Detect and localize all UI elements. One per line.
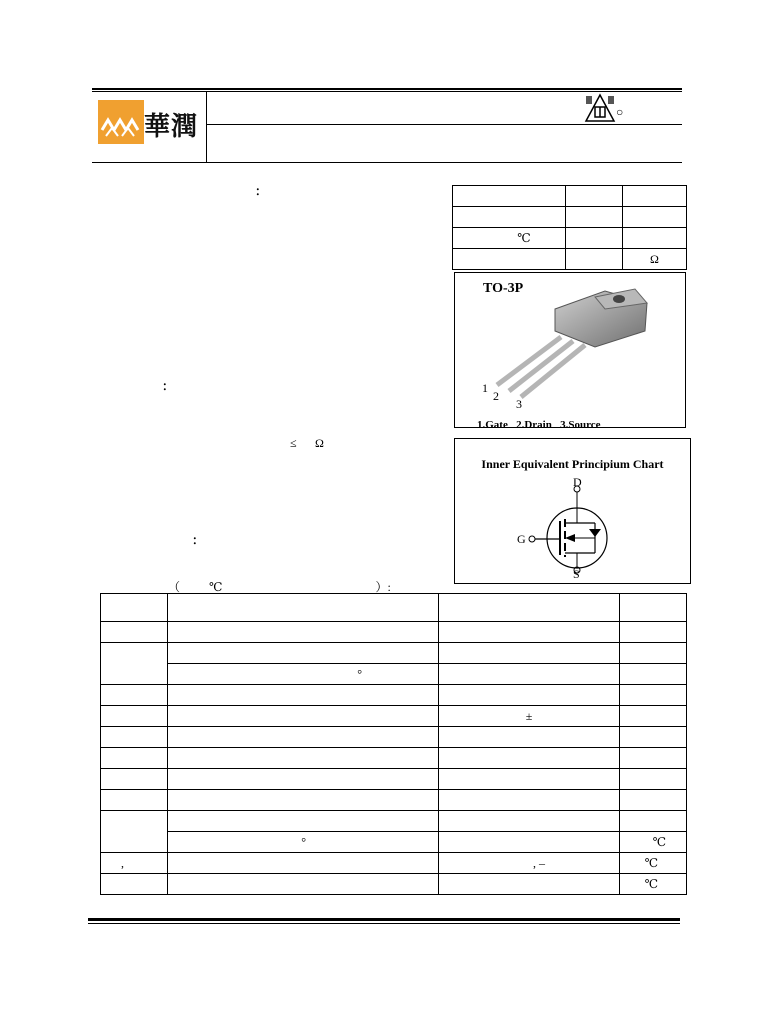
table-row [453, 186, 687, 207]
table-cell [101, 769, 168, 790]
table-cell [566, 186, 623, 207]
table-cell [439, 664, 620, 685]
table-cell [101, 727, 168, 748]
logo-mountain-icon [98, 100, 144, 144]
pin-2-label: 2 [493, 389, 499, 403]
registered-mark: ○ [616, 105, 624, 119]
table-row [101, 748, 687, 769]
table-row [453, 249, 687, 270]
table-row [101, 832, 687, 853]
table-cell [439, 727, 620, 748]
key-spec-table [452, 185, 687, 270]
table-cell: ° [168, 664, 439, 685]
table-cell [168, 790, 439, 811]
pin-1-label: 1 [482, 381, 488, 395]
table-cell: ℃ [620, 832, 687, 853]
table-cell [168, 769, 439, 790]
table-cell [620, 769, 687, 790]
header-bottom-rule [92, 162, 682, 163]
table-cell [101, 748, 168, 769]
features-heading-colon: ： [255, 184, 268, 198]
source-label: S [573, 567, 580, 581]
pin-legend: 1.Gate 2.Drain 3.Source [477, 419, 601, 428]
table-cell [620, 706, 687, 727]
table-row [101, 811, 687, 832]
table-cell [168, 748, 439, 769]
table-row [101, 853, 687, 874]
table-row [101, 790, 687, 811]
equivalent-chart-panel [454, 438, 691, 584]
table-cell [453, 249, 566, 270]
table-cell [168, 853, 439, 874]
table-cell [620, 748, 687, 769]
rdson-leq-symbol: ≤ [290, 436, 297, 450]
table-cell [453, 207, 566, 228]
rdson-ohm-symbol: Ω [315, 436, 324, 450]
footer-rule-thin [88, 923, 680, 924]
table-cell [439, 748, 620, 769]
table-cell: Ω [623, 249, 687, 270]
table-cell [168, 727, 439, 748]
gate-label: G [517, 532, 526, 546]
to3p-package-icon [455, 273, 685, 427]
table-cell [101, 594, 168, 622]
brand-name: 華潤 [144, 112, 199, 142]
table-row [101, 685, 687, 706]
table-cell [620, 643, 687, 664]
table-cell [620, 790, 687, 811]
table-cell [620, 622, 687, 643]
table-cell [101, 874, 168, 895]
table-cell [101, 622, 168, 643]
table-cell [168, 685, 439, 706]
table-cell [620, 594, 687, 622]
table-cell [439, 832, 620, 853]
table-cell [620, 811, 687, 832]
table-row [101, 622, 687, 643]
table-cell [439, 643, 620, 664]
table-cell [101, 643, 168, 685]
table-cell [566, 228, 623, 249]
header-top-rule-thin [92, 91, 682, 92]
table-cell [439, 811, 620, 832]
table-row [101, 706, 687, 727]
table-cell: ± [439, 706, 620, 727]
table-row [101, 874, 687, 895]
package-panel [454, 272, 686, 428]
caption-unit: ℃ [209, 580, 223, 594]
subheading-colon-1: ： [162, 379, 175, 393]
equivalent-chart-title: Inner Equivalent Principium Chart [481, 457, 664, 471]
table-row [101, 664, 687, 685]
table-cell [620, 664, 687, 685]
table-cell: , – [439, 853, 620, 874]
table-cell: ℃ [620, 874, 687, 895]
table-cell [168, 594, 439, 622]
table-cell [566, 249, 623, 270]
table-cell [620, 685, 687, 706]
table-cell [439, 685, 620, 706]
table-cell [101, 706, 168, 727]
ratings-table [100, 593, 687, 895]
table-cell: ℃ [620, 853, 687, 874]
header-top-rule [92, 88, 682, 90]
table-row [101, 769, 687, 790]
table-cell [101, 811, 168, 853]
table-cell [168, 874, 439, 895]
table-cell [566, 207, 623, 228]
table-row [453, 207, 687, 228]
package-title: TO-3P [483, 281, 524, 296]
table-cell [623, 228, 687, 249]
table-cell: , [101, 853, 168, 874]
company-logo [98, 100, 198, 144]
table-cell [439, 769, 620, 790]
table-cell [623, 186, 687, 207]
header-middle-rule [206, 124, 682, 125]
table-row [101, 594, 687, 622]
table-cell [439, 622, 620, 643]
table-row [453, 228, 687, 249]
mosfet-symbol-icon [455, 439, 690, 583]
table-cell [453, 186, 566, 207]
caption-close-paren: ）: [375, 580, 391, 594]
subheading-colon-2: ： [192, 533, 205, 547]
table-row [101, 643, 687, 664]
certification-mark [584, 93, 628, 123]
table-cell: ° [168, 832, 439, 853]
drain-label: D [573, 475, 582, 489]
header-divider [206, 91, 207, 163]
table-cell [439, 790, 620, 811]
table-cell: ℃ [453, 228, 566, 249]
pin-3-label: 3 [516, 397, 522, 411]
table-cell [101, 790, 168, 811]
table-cell [620, 727, 687, 748]
table-cell [168, 706, 439, 727]
table-cell [439, 874, 620, 895]
caption-open-paren: （ [168, 580, 181, 594]
table-cell [168, 643, 439, 664]
table-cell [439, 594, 620, 622]
table-cell [623, 207, 687, 228]
certification-mark-icon [584, 93, 616, 123]
table-cell [168, 811, 439, 832]
table-cell [101, 685, 168, 706]
table-row [101, 727, 687, 748]
table-cell [168, 622, 439, 643]
footer-rule [88, 918, 680, 921]
